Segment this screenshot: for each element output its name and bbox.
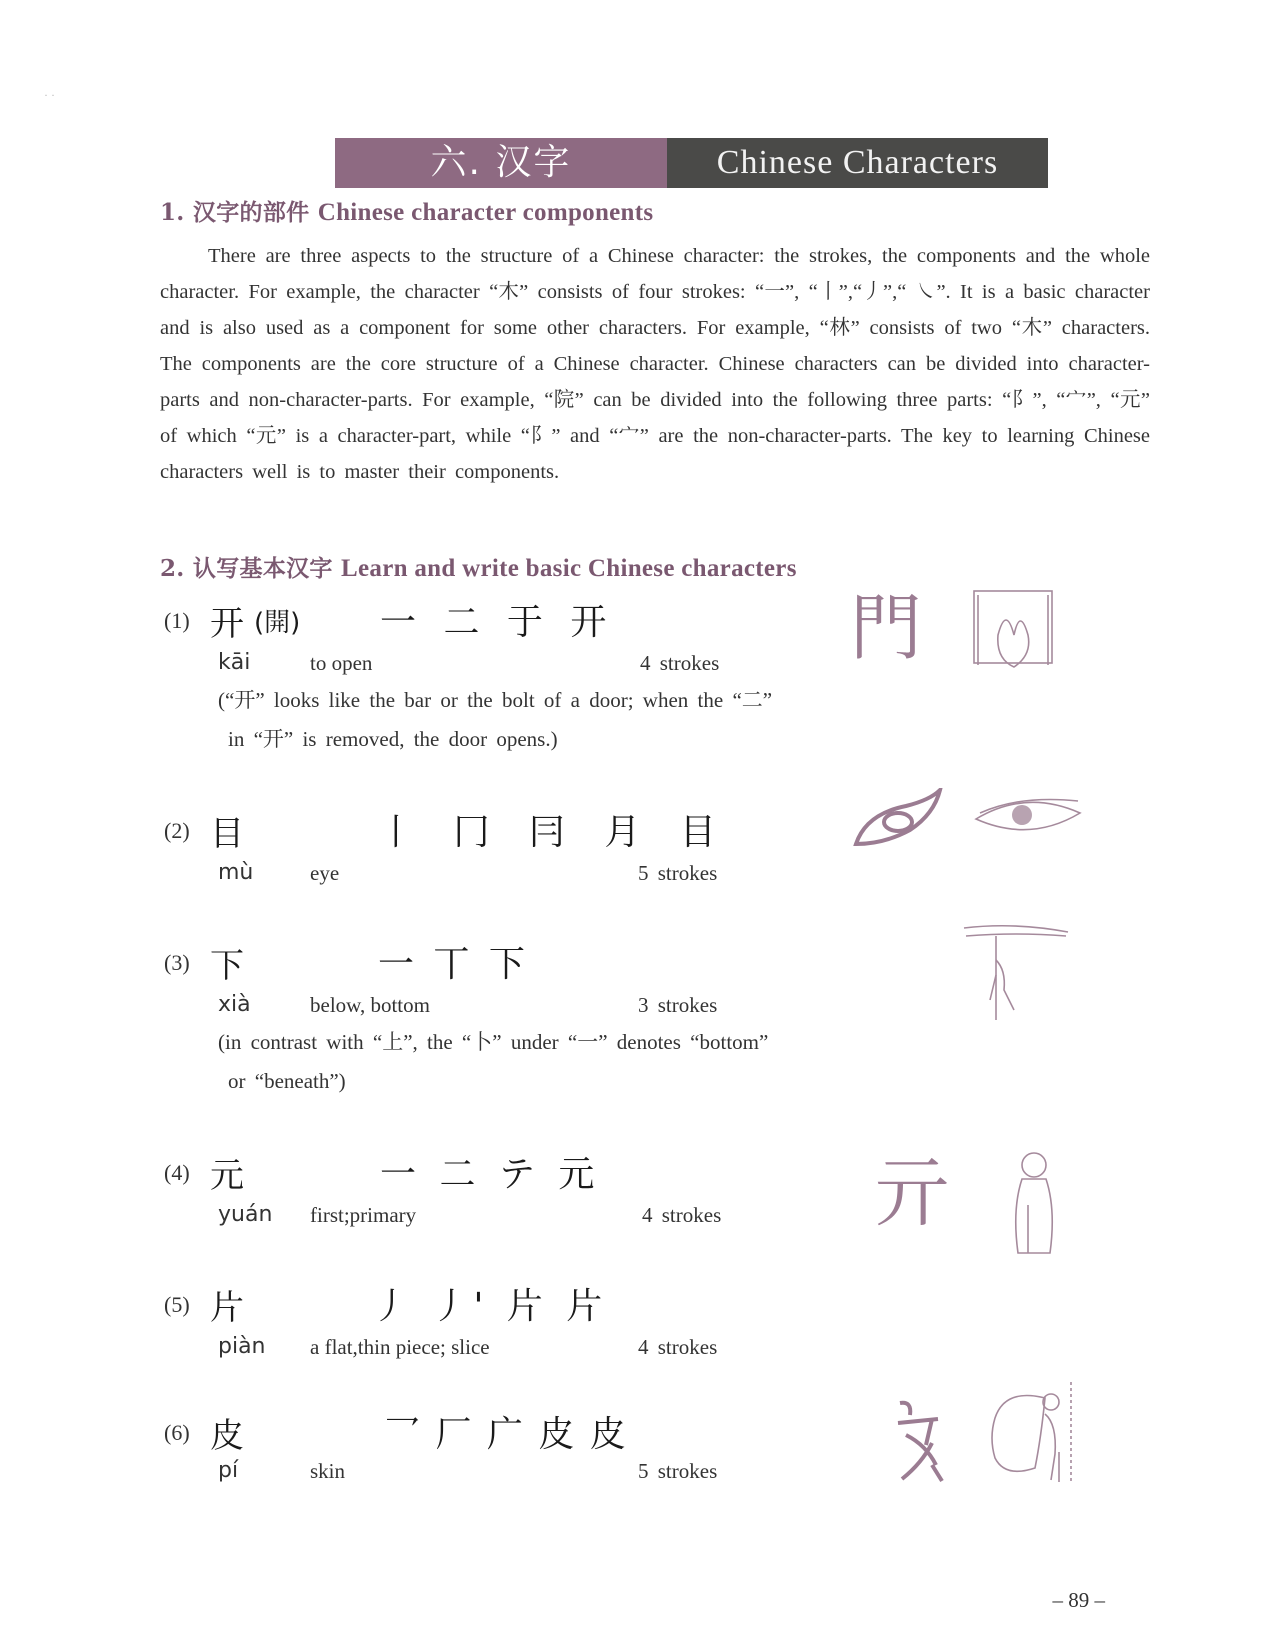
entry-stroke-order: 乛 厂 广 皮 皮: [384, 1414, 628, 1455]
entry-character: 下: [210, 946, 244, 986]
entry-number: (2): [164, 818, 190, 843]
entry-character: 元: [210, 1156, 244, 1196]
entry-meaning: skin: [310, 1459, 346, 1483]
entry-pinyin: mù: [218, 860, 254, 885]
entry-number: (5): [164, 1292, 190, 1317]
section2-heading-zh: 2. 认写基本汉字: [160, 555, 333, 582]
entry-character: 片: [210, 1288, 244, 1328]
ancient-form-glyph: 門: [850, 586, 923, 670]
entry-stroke-count: 5 strokes: [638, 861, 718, 885]
entry-character: 开: [210, 604, 244, 644]
entry-stroke-count: 5 strokes: [638, 1459, 718, 1483]
entry-pinyin: pí: [218, 1458, 239, 1483]
below-pictograph-icon: [960, 920, 1072, 1025]
entry-number: (3): [164, 950, 190, 975]
entry-character: 皮: [210, 1416, 244, 1456]
door-pictograph-icon: [968, 585, 1058, 677]
entry-meaning: to open: [310, 651, 373, 675]
entry-note-line1: (in contrast with “上”, the “卜” under “一” denotes “bottom”: [218, 1030, 769, 1054]
entry-stroke-order: 丨 冂 冃 月 目: [378, 812, 730, 853]
section1-heading: [160, 194, 653, 227]
person-pictograph-icon: [998, 1145, 1068, 1257]
entry-stroke-order: 一 二 テ 元: [380, 1154, 601, 1195]
section1-paragraph: [160, 238, 1150, 490]
entry-number: (1): [164, 608, 190, 633]
entry-meaning: below, bottom: [310, 993, 430, 1017]
entry-stroke-count: 3 strokes: [638, 993, 718, 1017]
entry-stroke-order: 丿 丿' 片 片: [372, 1286, 609, 1327]
entry-note-line1: (“开” looks like the bar or the bolt of a door; when the “二”: [218, 688, 773, 712]
ancient-form-glyph: 亓: [874, 1148, 950, 1237]
entry-note-line2: or “beneath”): [228, 1069, 346, 1093]
entry-stroke-count: 4 strokes: [642, 1203, 722, 1227]
section1-paragraph-text: There are three aspects to the structure of a Chinese character: the strokes, the components and the whole character. For example, the character “木” consists of four strokes: “一”, “丨”,“丿”,“ ㇏”. It is a basic character and is also used as a component for some other characters. For example, “林” consists of two “木” characters. The components are the core structure of a Chinese character. Chinese characters can be divided into character-parts and non-character-parts. For example, “院” can be divided into the following three parts: “阝”, “宀”, “元” of which “元” is a character-part, while “阝” and “宀” are the non-character-parts. The key to learning Chinese characters well is to master their components.: [160, 245, 1150, 483]
entry-stroke-order: 一 二 于 开: [380, 602, 615, 643]
page-number: – 89 –: [1052, 1588, 1105, 1612]
entry-note-line2: in “开” is removed, the door opens.): [228, 727, 558, 751]
entry-meaning: first;primary: [310, 1203, 417, 1227]
ancient-eye-glyph-icon: [852, 788, 944, 848]
entry-number: (4): [164, 1160, 190, 1185]
entry-stroke-count: 4 strokes: [640, 651, 720, 675]
section1-heading-en: Chinese character components: [317, 199, 654, 226]
entry-character: 目: [210, 814, 244, 854]
ancient-skin-glyph-icon: [892, 1395, 952, 1483]
chapter-title-english: Chinese Characters: [667, 138, 1048, 188]
section2-heading: [160, 550, 797, 583]
entry-stroke-order: 一 丅 下: [378, 944, 529, 985]
entry-stroke-count: 4 strokes: [638, 1335, 718, 1359]
eye-pictograph-icon: [970, 795, 1085, 840]
entry-pinyin: kāi: [218, 650, 251, 675]
entry-pinyin: piàn: [218, 1334, 266, 1359]
section2-heading-en: Learn and write basic Chinese characters: [341, 555, 797, 582]
chapter-title-chinese: 六. 汉字: [335, 138, 667, 188]
entry-meaning: eye: [310, 861, 340, 885]
entry-pinyin: xià: [218, 992, 251, 1017]
entry-number: (6): [164, 1420, 190, 1445]
section1-heading-zh: 1. 汉字的部件: [160, 199, 310, 226]
scan-mark: · ·: [44, 88, 55, 102]
entry-pinyin: yuán: [218, 1202, 273, 1227]
person-with-hide-pictograph-icon: [985, 1378, 1085, 1484]
entry-traditional: (開): [254, 608, 301, 638]
entry-meaning: a flat,thin piece; slice: [310, 1335, 490, 1359]
